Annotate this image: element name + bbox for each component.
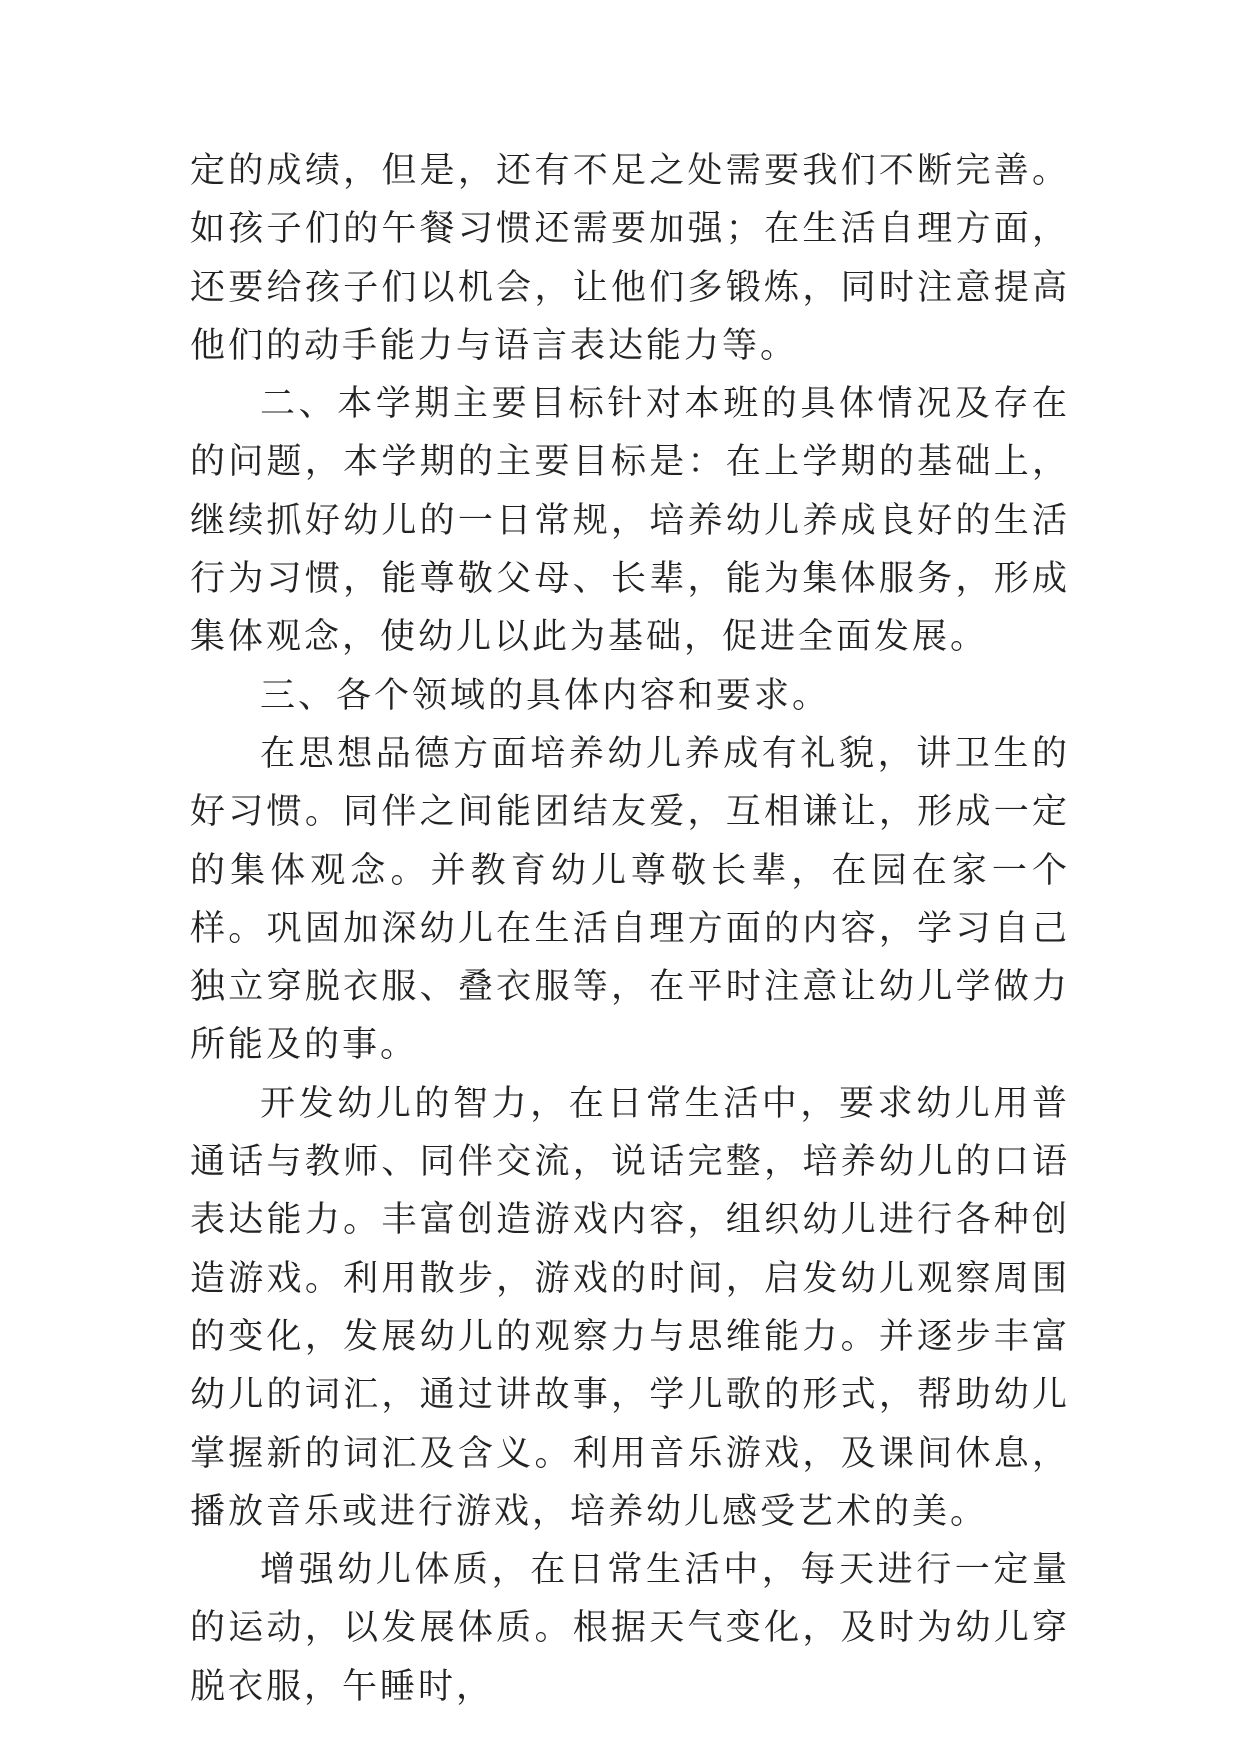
paragraph-intelligence: 开发幼儿的智力，在日常生活中，要求幼儿用普通话与教师、同伴交流，说话完整，培养幼儿的口语表达能力。丰富创造游戏内容，组织幼儿进行各种创造游戏。利用散步，游戏的时间，启发幼儿观察周围的变化，发展幼儿的观察力与思维能力。并逐步丰富幼儿的词汇，通过讲故事，学儿歌的形式，帮助幼儿掌握新的词汇及含义。利用音乐游戏，及课间休息，播放音乐或进行游戏，培养幼儿感受艺术的美。 (190, 1083, 1070, 1532)
document-body (190, 142, 1070, 1716)
paragraph-physique: 增强幼儿体质，在日常生活中，每天进行一定量的运动，以发展体质。根据天气变化，及时为幼儿穿脱衣服，午睡时， (190, 1550, 1070, 1707)
paragraph-goals: 二、本学期主要目标针对本班的具体情况及存在的问题，本学期的主要目标是：在上学期的基础上，继续抓好幼儿的一日常规，培养幼儿养成良好的生活行为习惯，能尊敬父母、长辈，能为集体服务，形成集体观念，使幼儿以此为基础，促进全面发展。 (190, 384, 1070, 658)
paragraph-moral: 在思想品德方面培养幼儿养成有礼貌，讲卫生的好习惯。同伴之间能团结友爱，互相谦让，形成一定的集体观念。并教育幼儿尊敬长辈，在园在家一个样。巩固加深幼儿在生活自理方面的内容，学习自己独立穿脱衣服、叠衣服等，在平时注意让幼儿学做力所能及的事。 (190, 733, 1070, 1066)
paragraph-continued: 定的成绩，但是，还有不足之处需要我们不断完善。如孩子们的午餐习惯还需要加强；在生活自理方面，还要给孩子们以机会，让他们多锻炼，同时注意提高他们的动手能力与语言表达能力等。 (190, 151, 1070, 366)
section-heading-areas: 三、各个领域的具体内容和要求。 (260, 675, 831, 716)
